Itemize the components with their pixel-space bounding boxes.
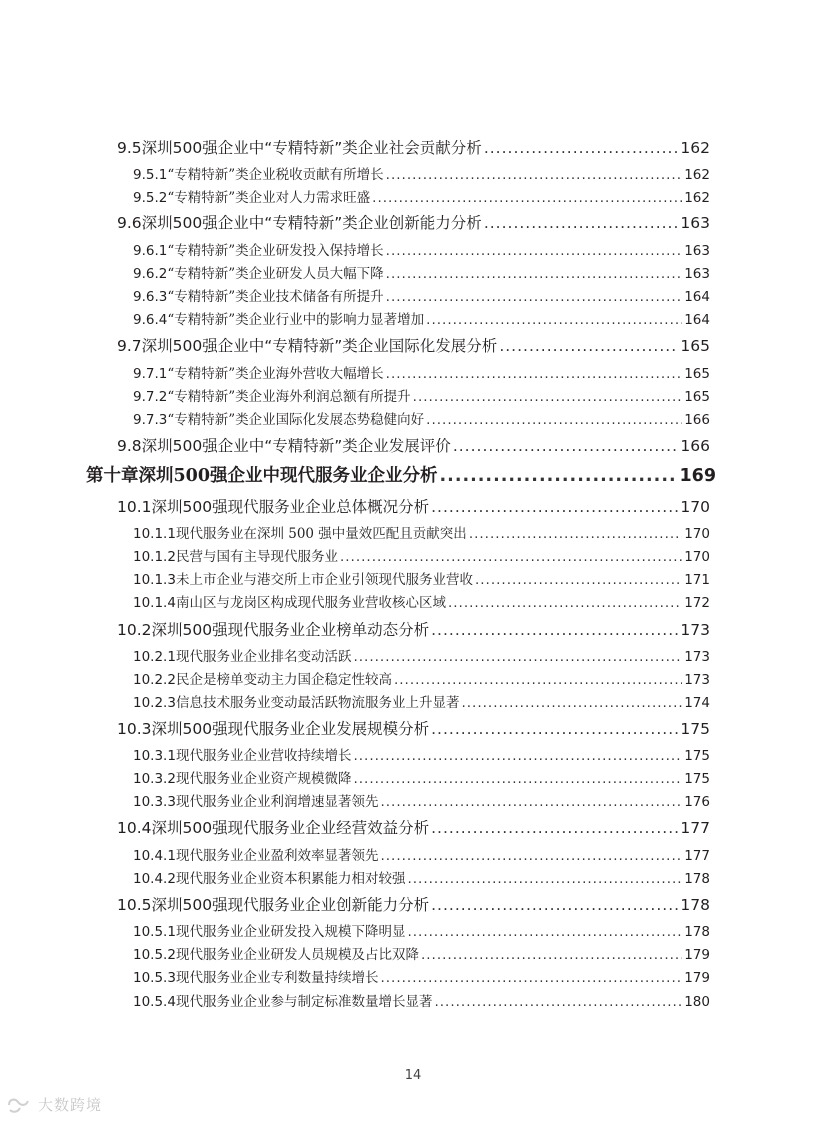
entry-page: 178 (684, 871, 710, 887)
entry-title: 现代服务业企业研发投入规模下降明显 (175, 924, 406, 940)
toc-entry-subsection[interactable] (133, 844, 710, 866)
entry-title: “专精特新”类企业研发投入保持增长 (167, 243, 384, 259)
entry-number: 10.5.2 (133, 947, 176, 963)
leader-dots (431, 819, 678, 837)
toc-entry-chapter[interactable] (86, 462, 716, 490)
leader-dots (426, 412, 682, 428)
leader-dots (421, 947, 682, 963)
entry-number: 9.6.2 (133, 266, 168, 282)
leader-dots (484, 214, 679, 232)
entry-title: 深圳500强现代服务业企业榜单动态分析 (151, 621, 430, 639)
toc-entry-subsection[interactable] (133, 943, 710, 965)
entry-title: 现代服务业企业参与制定标准数量增长显著 (175, 994, 433, 1010)
leader-dots (386, 243, 683, 259)
toc-entry-subsection[interactable] (133, 163, 710, 185)
entry-number: 10.2.2 (133, 672, 176, 688)
entry-number: 9.5 (117, 139, 142, 157)
watermark-text: 大数跨境 (38, 1096, 103, 1114)
entry-page: 175 (684, 771, 710, 787)
entry-page: 162 (684, 167, 710, 183)
leader-dots (484, 139, 679, 157)
leader-dots (380, 970, 682, 986)
entry-title: “专精特新”类企业海外营收大幅增长 (167, 366, 384, 382)
toc-entry-section[interactable] (117, 816, 710, 840)
chapter-title: 深圳500强企业中现代服务业企业分析 (138, 466, 438, 486)
entry-number: 10.5.1 (133, 924, 176, 940)
entry-page: 170 (684, 549, 710, 565)
toc-entry-section[interactable] (117, 136, 710, 160)
watermark (6, 1094, 102, 1115)
toc-entry-section[interactable] (117, 717, 710, 741)
leader-dots (380, 794, 682, 810)
toc-entry-section[interactable] (117, 211, 710, 235)
toc-entry-section[interactable] (117, 495, 710, 519)
leader-dots (440, 466, 678, 486)
entry-page: 173 (680, 621, 710, 639)
leader-dots (431, 498, 678, 516)
entry-title: 现代服务业企业排名变动活跃 (175, 649, 352, 665)
leader-dots (413, 389, 683, 405)
toc-entry-subsection[interactable] (133, 362, 710, 384)
toc-entry-subsection[interactable] (133, 186, 710, 208)
entry-number: 9.6.3 (133, 289, 168, 305)
toc-entry-subsection[interactable] (133, 645, 710, 667)
entry-number: 9.7 (117, 337, 142, 355)
entry-page: 163 (684, 266, 710, 282)
entry-number: 9.6.1 (133, 243, 168, 259)
leader-dots (475, 572, 682, 588)
entry-number: 9.6.4 (133, 312, 168, 328)
entry-title: 深圳500强现代服务业企业发展规模分析 (151, 720, 430, 738)
entry-number: 10.2 (117, 621, 152, 639)
entry-title: “专精特新”类企业行业中的影响力显著增加 (167, 312, 425, 328)
entry-title: 民企是榜单变动主力国企稳定性较高 (175, 672, 392, 688)
entry-page: 173 (684, 672, 710, 688)
toc-entry-subsection[interactable] (133, 239, 710, 261)
entry-title: 深圳500强现代服务业企业创新能力分析 (151, 896, 430, 914)
entry-page: 162 (680, 139, 710, 157)
page-number: 14 (404, 1068, 422, 1083)
entry-number: 9.7.2 (133, 389, 168, 405)
entry-title: 深圳500强现代服务业企业总体概况分析 (151, 498, 430, 516)
leader-dots (407, 871, 682, 887)
entry-title: 南山区与龙岗区构成现代服务业营收核心区域 (175, 595, 446, 611)
leader-dots (353, 748, 682, 764)
entry-page: 170 (680, 498, 710, 516)
toc-entry-subsection[interactable] (133, 966, 710, 988)
toc-entry-subsection[interactable] (133, 867, 710, 889)
entry-title: 深圳500强现代服务业企业经营效益分析 (151, 819, 430, 837)
leader-dots (448, 595, 682, 611)
entry-title: 未上市企业与港交所上市企业引领现代服务业营收 (175, 572, 473, 588)
entry-page: 172 (684, 595, 710, 611)
toc-entry-subsection[interactable] (133, 790, 710, 812)
entry-page: 163 (684, 243, 710, 259)
toc-entry-subsection[interactable] (133, 308, 710, 330)
entry-title: 现代服务业企业专利数量持续增长 (175, 970, 379, 986)
leader-dots (386, 266, 683, 282)
entry-page: 178 (684, 924, 710, 940)
entry-title: “专精特新”类企业技术储备有所提升 (167, 289, 384, 305)
entry-page: 164 (684, 289, 710, 305)
leader-dots (407, 924, 682, 940)
leader-dots (431, 720, 678, 738)
entry-number: 10.3.3 (133, 794, 176, 810)
entry-page: 177 (684, 848, 710, 864)
entry-page: 171 (684, 572, 710, 588)
entry-number: 10.1.3 (133, 572, 176, 588)
toc-entry-subsection[interactable] (133, 668, 710, 690)
entry-title: 深圳500强企业中“专精特新”类企业创新能力分析 (141, 214, 482, 232)
entry-page: 175 (684, 748, 710, 764)
entry-title: 信息技术服务业变动最活跃物流服务业上升显著 (175, 695, 460, 711)
entry-title: 现代服务业企业盈利效率显著领先 (175, 848, 379, 864)
entry-number: 10.1.1 (133, 526, 176, 542)
entry-page: 179 (684, 970, 710, 986)
toc-entry-section[interactable] (117, 434, 710, 458)
leader-dots (386, 366, 683, 382)
toc-entry-subsection[interactable] (133, 545, 710, 567)
toc-entry-subsection[interactable] (133, 408, 710, 430)
toc-entry-section[interactable] (117, 334, 710, 358)
entry-number: 10.4 (117, 819, 152, 837)
entry-title: 深圳500强企业中“专精特新”类企业国际化发展分析 (141, 337, 498, 355)
entry-number: 10.3 (117, 720, 152, 738)
entry-title: 现代服务业企业研发人员规模及占比双降 (175, 947, 419, 963)
leader-dots (426, 312, 682, 328)
entry-number: 10.5.3 (133, 970, 176, 986)
entry-number: 9.7.3 (133, 412, 168, 428)
toc-entry-subsection[interactable] (133, 522, 710, 544)
toc-entry-subsection[interactable] (133, 744, 710, 766)
entry-page: 177 (680, 819, 710, 837)
leader-dots (386, 167, 683, 183)
leader-dots (434, 994, 682, 1010)
leader-dots (372, 190, 682, 206)
leader-dots (386, 289, 683, 305)
leader-dots (431, 896, 678, 914)
entry-title: “专精特新”类企业税收贡献有所增长 (167, 167, 384, 183)
entry-number: 10.4.1 (133, 848, 176, 864)
toc-entry-section[interactable] (117, 618, 710, 642)
entry-number: 10.5 (117, 896, 152, 914)
leader-dots (453, 437, 679, 455)
entry-number: 10.1.4 (133, 595, 176, 611)
entry-page: 162 (684, 190, 710, 206)
entry-page: 175 (680, 720, 710, 738)
entry-title: “专精特新”类企业对人力需求旺盛 (167, 190, 371, 206)
entry-page: 170 (684, 526, 710, 542)
entry-page: 178 (680, 896, 710, 914)
leader-dots (394, 672, 682, 688)
entry-number: 9.5.1 (133, 167, 168, 183)
entry-title: 深圳500强企业中“专精特新”类企业发展评价 (141, 437, 451, 455)
toc-entry-subsection[interactable] (133, 568, 710, 590)
toc-entry-subsection[interactable] (133, 262, 710, 284)
entry-number: 10.2.1 (133, 649, 176, 665)
entry-page: 166 (680, 437, 710, 455)
entry-number: 10.1.2 (133, 549, 176, 565)
toc-entry-subsection[interactable] (133, 385, 710, 407)
entry-number: 9.5.2 (133, 190, 168, 206)
chapter-number: 第十章 (86, 466, 139, 486)
entry-page: 165 (680, 337, 710, 355)
leader-dots (380, 848, 682, 864)
toc-entry-subsection[interactable] (133, 990, 710, 1012)
entry-page: 165 (684, 366, 710, 382)
toc-entry-section[interactable] (117, 893, 710, 917)
entry-page: 176 (684, 794, 710, 810)
entry-title: 民营与国有主导现代服务业 (175, 549, 338, 565)
leader-dots (353, 649, 682, 665)
entry-number: 10.3.1 (133, 748, 176, 764)
entry-page: 166 (684, 412, 710, 428)
entry-page: 180 (684, 994, 710, 1010)
leader-dots (353, 771, 682, 787)
entry-number: 10.1 (117, 498, 152, 516)
toc-entry-subsection[interactable] (133, 285, 710, 307)
leader-dots (499, 337, 678, 355)
entry-number: 9.6 (117, 214, 142, 232)
entry-title: 现代服务业企业营收持续增长 (175, 748, 352, 764)
entry-number: 10.4.2 (133, 871, 176, 887)
entry-number: 9.7.1 (133, 366, 168, 382)
chapter-page: 169 (679, 466, 716, 486)
entry-page: 165 (684, 389, 710, 405)
leader-dots (461, 695, 682, 711)
leader-dots (469, 526, 682, 542)
entry-page: 163 (680, 214, 710, 232)
entry-title: 现代服务业企业资产规模微降 (175, 771, 352, 787)
leader-dots (431, 621, 678, 639)
entry-page: 174 (684, 695, 710, 711)
entry-title: 现代服务业企业利润增速显著领先 (175, 794, 379, 810)
entry-title: “专精特新”类企业研发人员大幅下降 (167, 266, 384, 282)
toc-entry-subsection[interactable] (133, 767, 710, 789)
toc-entry-subsection[interactable] (133, 691, 710, 713)
entry-page: 164 (684, 312, 710, 328)
entry-title: 现代服务业企业资本积累能力相对较强 (175, 871, 406, 887)
leader-dots (340, 549, 682, 565)
entry-title: “专精特新”类企业海外利润总额有所提升 (167, 389, 411, 405)
entry-number: 9.8 (117, 437, 142, 455)
entry-page: 179 (684, 947, 710, 963)
brand-logo-icon (6, 1095, 32, 1115)
entry-number: 10.3.2 (133, 771, 176, 787)
entry-title: 深圳500强企业中“专精特新”类企业社会贡献分析 (141, 139, 482, 157)
entry-title: 现代服务业在深圳 500 强中量效匹配且贡献突出 (175, 526, 467, 542)
toc-entry-subsection[interactable] (133, 920, 710, 942)
entry-title: “专精特新”类企业国际化发展态势稳健向好 (167, 412, 425, 428)
entry-number: 10.5.4 (133, 994, 176, 1010)
entry-number: 10.2.3 (133, 695, 176, 711)
entry-page: 173 (684, 649, 710, 665)
toc-entry-subsection[interactable] (133, 591, 710, 613)
